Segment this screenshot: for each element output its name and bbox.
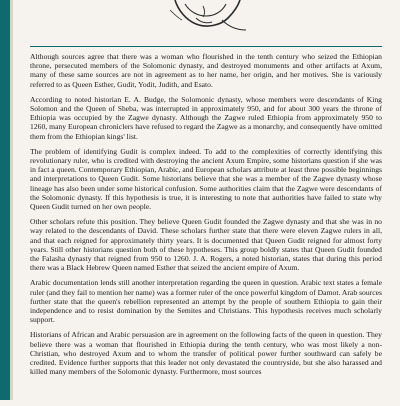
document-body bbox=[30, 46, 382, 406]
paragraph-budge: According to noted historian E. A. Budge, the Solomonic dynasty, whose members were descendants of King Solomon and the Queen of Sheba, was interrupted in approximately 950, and for about 300 years the throne of Ethiopia was occupied by the Zagwe dynasty. Although the Zagwe ruled Ethiopia from approximately 950 to 1260, many European chroniclers have refused to regard the Zagwe as a monarchy, and consequently have omitted them from the Ethiopian kings' list. bbox=[30, 94, 382, 141]
paragraph-historians-agreement: Historians of African and Arabic persuasion are in agreement on the following facts of the queen in question. They believe there was a woman that flourished in Ethiopia during the tenth century, who was most likely a non-Christian, who destroyed Axum and to whom the transfer of political power further southward can safely be credited. Evidence further supports that this leader not only devastated the countryside, but she also harassed and killed many members of the Solomonic dynasty. Furthermore, most sources bbox=[30, 330, 382, 377]
paragraph-arabic-documentation: Arabic documentation lends still another interpretation regarding the queen in question. Arabic text states a female ruler (and they fail to mention her name) was a former ruler of the once powerful kingdom of Damot. Arab sources further state that the queen's rebellion represented an attempt by the people of southern Ethiopia to gain their independence and to resist domination by the Semites and Christians. This hypothesis receives much scholarly support. bbox=[30, 278, 382, 325]
paragraph-other-scholars: Other scholars refute this position. They believe Queen Gudit founded the Zagwe dynasty and that she was in no way related to the descendants of David. These scholars further state that there were eleven Zagwe rulers in all, and that each reigned for approximately thirty years. It is documented that Queen Gudit reigned for almost forty years. Still other historians question both of these hypotheses. This group boldly states that Queen Gudit founded the Falasha dynasty that reigned from 950 to 1260. J. A. Rogers, a noted historian, states that during this period there was a Black Hebrew Queen named Esther that seized the ancient empire of Axum. bbox=[30, 217, 382, 273]
portrait-illustration-icon bbox=[0, 0, 400, 36]
left-band-edge bbox=[10, 0, 13, 400]
left-color-band bbox=[0, 0, 10, 400]
top-divider bbox=[30, 46, 382, 47]
paragraph-intro: Although sources agree that there was a woman who flourished in the tenth century who seized the Ethiopian throne, persecuted members of the Solomonic dynasty, and destroyed monuments and other artifacts at Axum, many of these same sources are not in agreement as to her name, her origin, and her motives. She is variously referred to as Queen Esther, Gudit, Yodit, Judith, and Esato. bbox=[30, 52, 382, 89]
paragraph-identifying-gudit: The problem of identifying Gudit is complex indeed. To add to the complexities of correctly identifying this revolutionary ruler, who is credited with destroying the ancient Axum Empire, some historians question if she was in fact a queen. Contemporary Ethiopian, Arabic, and European scholars attribute at least three possible beginnings and interpretations to Queen Gudit. Some historians believe that she was a member of the Zagwe dynasty whose lineage has also been under some historical confusion. Some authorities claim that the Zagwe were descendants of the Solomonic dynasty. If this hypothesis is true, it is interesting to note that authorities have failed to state why Queen Gudit turned on her own people. bbox=[30, 146, 382, 212]
